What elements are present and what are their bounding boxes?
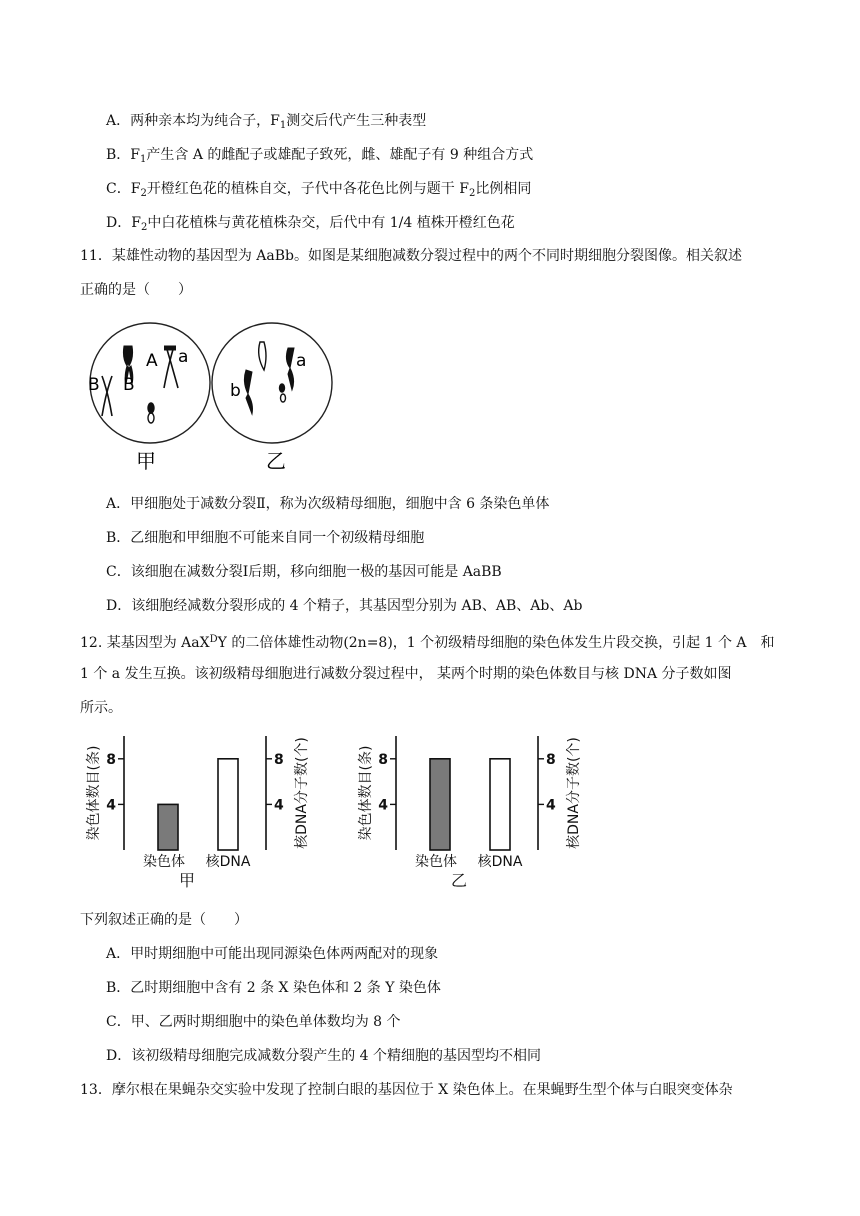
q12-option-b: B．乙时期细胞中含有 2 条 X 染色体和 2 条 Y 染色体 xyxy=(106,980,441,996)
y-tick-label-left: 4 xyxy=(378,797,388,814)
q11-stem-line2: 正确的是（ ） xyxy=(80,282,192,298)
q11-option-a: A．甲细胞处于减数分裂Ⅱ，称为次级精母细胞，细胞中含 6 条染色单体 xyxy=(106,496,550,512)
cell-jia xyxy=(90,323,210,443)
gene-label-B-right: B xyxy=(123,375,135,395)
y-axis-label: 染色体数目(条) xyxy=(358,745,374,841)
category-label: 核DNA xyxy=(477,854,523,870)
gene-label-A: A xyxy=(146,351,158,371)
q12-option-d: D．该初级精母细胞完成减数分裂产生的 4 个精细胞的基因型均不相同 xyxy=(106,1048,542,1064)
q12-option-c: C．甲、乙两时期细胞中的染色单体数均为 8 个 xyxy=(106,1014,401,1030)
chromosome-yi-4 xyxy=(280,384,286,402)
q12-option-a: A．甲时期细胞中可能出现同源染色体两两配对的现象 xyxy=(106,946,439,962)
q12-stem-line1: 12. 某基因型为 AaX$^D$Y 的二倍体雄性动物(2n=8)，1 个初级精母细胞的染色体发生片段交换，引起 1 个 A 和 xyxy=(80,634,775,651)
option-10-b: B．$F_1$产生含 A 的雌配子或雄配子致死，雌、雄配子有 9 种组合方式 xyxy=(106,147,534,165)
chart-title: 乙 xyxy=(450,871,468,890)
chromosome-yi-1 xyxy=(259,342,266,370)
chromosome-yi-3 xyxy=(244,370,252,414)
chromosome-jia-2 xyxy=(164,346,178,388)
y-tick-label-left: 8 xyxy=(106,751,116,768)
q12-stem-line3: 所示。 xyxy=(80,700,122,716)
option-10-a: A．两种亲本均为纯合子，$F_1$测交后代产生三种表型 xyxy=(106,113,427,131)
y-tick-label-left: 4 xyxy=(106,797,116,814)
category-label: 核DNA xyxy=(205,854,251,870)
q12-question: 下列叙述正确的是（ ） xyxy=(80,912,248,928)
option-10-c: C．$F_2$开橙红色花的植株自交，子代中各花色比例与题干 $F_2$比例相同 xyxy=(106,181,532,199)
q11-stem-line1: 11．某雄性动物的基因型为 AaBb。如图是某细胞减数分裂过程中的两个不同时期细胞分裂图像。相关叙述 xyxy=(80,248,742,264)
q13-stem-line1: 13．摩尔根在果蝇杂交实验中发现了控制白眼的基因位于 X 染色体上。在果蝇野生型个体与白眼突变体杂 xyxy=(80,1082,733,1098)
bar-chromosome xyxy=(158,804,178,850)
gene-label-a: a xyxy=(178,347,189,367)
chromosome-jia-3 xyxy=(102,376,112,416)
cell-label-yi: 乙 xyxy=(266,449,286,473)
y-tick-label-right: 4 xyxy=(546,797,556,814)
q11-option-c: C．该细胞在减数分裂Ⅰ后期，移向细胞一极的基因可能是 AaBB xyxy=(106,564,502,580)
bar-chart-yi xyxy=(356,730,586,895)
bar-nuclear-dna xyxy=(490,759,510,850)
cell-division-figure xyxy=(80,318,340,478)
cell-label-jia: 甲 xyxy=(136,449,156,473)
option-10-d: D．$F_2$中白花植株与黄花植株杂交，后代中有 1/4 植株开橙红色花 xyxy=(106,215,515,233)
category-label: 染色体 xyxy=(415,854,457,870)
category-label: 染色体 xyxy=(143,854,185,870)
q12-stem-line2: 1 个 a 发生互换。该初级精母细胞进行减数分裂过程中， 某两个时期的染色体数目与核 DNA 分子数如图 xyxy=(80,666,732,682)
bar-chart-jia xyxy=(84,730,314,895)
chromosome-jia-4 xyxy=(148,403,154,423)
chromosome-yi-2 xyxy=(286,348,294,390)
y-tick-label-left: 8 xyxy=(378,751,388,768)
q11-option-b: B．乙细胞和甲细胞不可能来自同一个初级精母细胞 xyxy=(106,530,425,546)
gene-label-yi-b: b xyxy=(230,381,241,401)
q11-option-d: D．该细胞经减数分裂形成的 4 个精子，其基因型分别为 AB、AB、Ab、Ab xyxy=(106,598,583,614)
y-tick-label-right: 4 xyxy=(274,797,284,814)
chart-title: 甲 xyxy=(178,871,196,890)
gene-label-yi-a: a xyxy=(296,351,307,371)
y-axis-label: 染色体数目(条) xyxy=(86,745,102,841)
gene-label-B-left: B xyxy=(88,375,100,395)
y2-axis-label: 核DNA分子数(个) xyxy=(294,737,310,849)
bar-nuclear-dna xyxy=(218,759,238,850)
y2-axis-label: 核DNA分子数(个) xyxy=(566,737,582,849)
y-tick-label-right: 8 xyxy=(546,751,556,768)
bar-chromosome xyxy=(430,759,450,850)
y-tick-label-right: 8 xyxy=(274,751,284,768)
